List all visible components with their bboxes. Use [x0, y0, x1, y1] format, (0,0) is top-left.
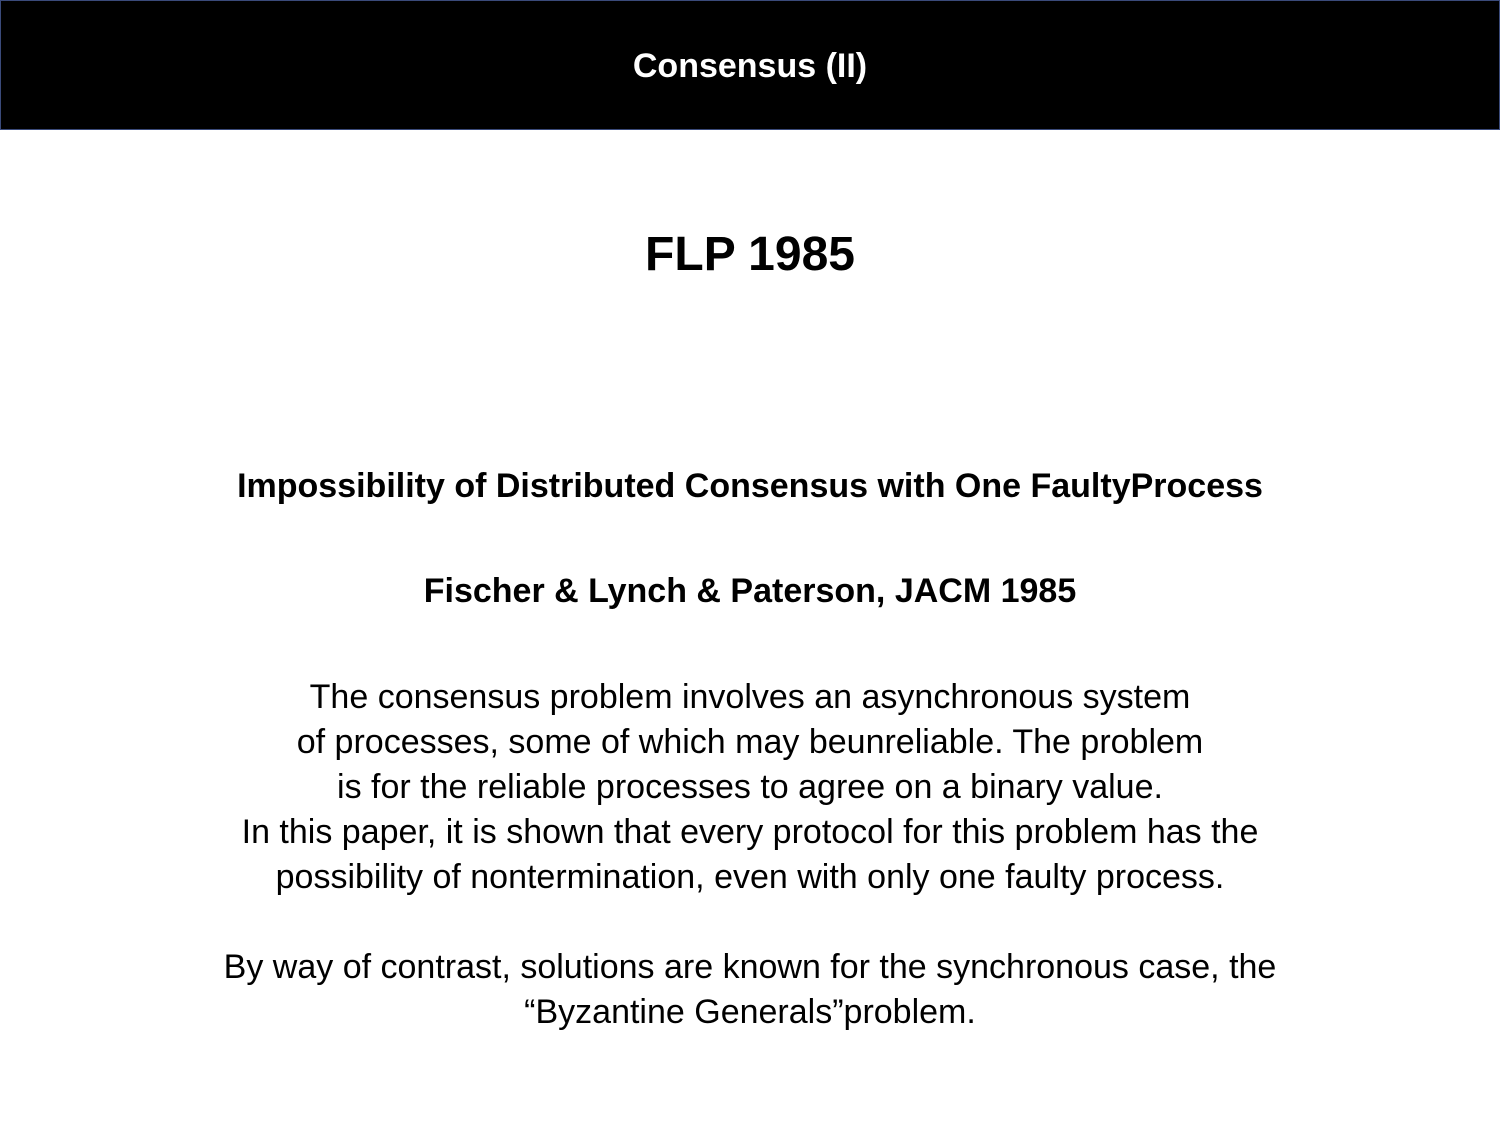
abstract-line: The consensus problem involves an asynchronous system — [309, 678, 1191, 716]
abstract-line: is for the reliable processes to agree on a binary value. — [337, 768, 1163, 806]
abstract-line: of processes, some of which may beunreliable. The problem — [296, 723, 1204, 761]
contrast-paragraph — [0, 945, 1500, 1035]
contrast-line: “Byzantine Generals”problem. — [524, 993, 976, 1031]
page-title: FLP 1985 — [645, 228, 855, 281]
abstract-paragraph — [0, 675, 1500, 900]
paper-title: Impossibility of Distributed Consensus with One FaultyProcess — [237, 467, 1263, 505]
abstract-line: In this paper, it is shown that every protocol for this problem has the — [241, 813, 1259, 851]
abstract-line: possibility of nontermination, even with only one faulty process. — [275, 858, 1225, 896]
contrast-line: By way of contrast, solutions are known for the synchronous case, the — [223, 948, 1277, 986]
header-title: Consensus (II) — [632, 47, 868, 85]
paper-authors: Fischer & Lynch & Paterson, JACM 1985 — [423, 572, 1077, 610]
